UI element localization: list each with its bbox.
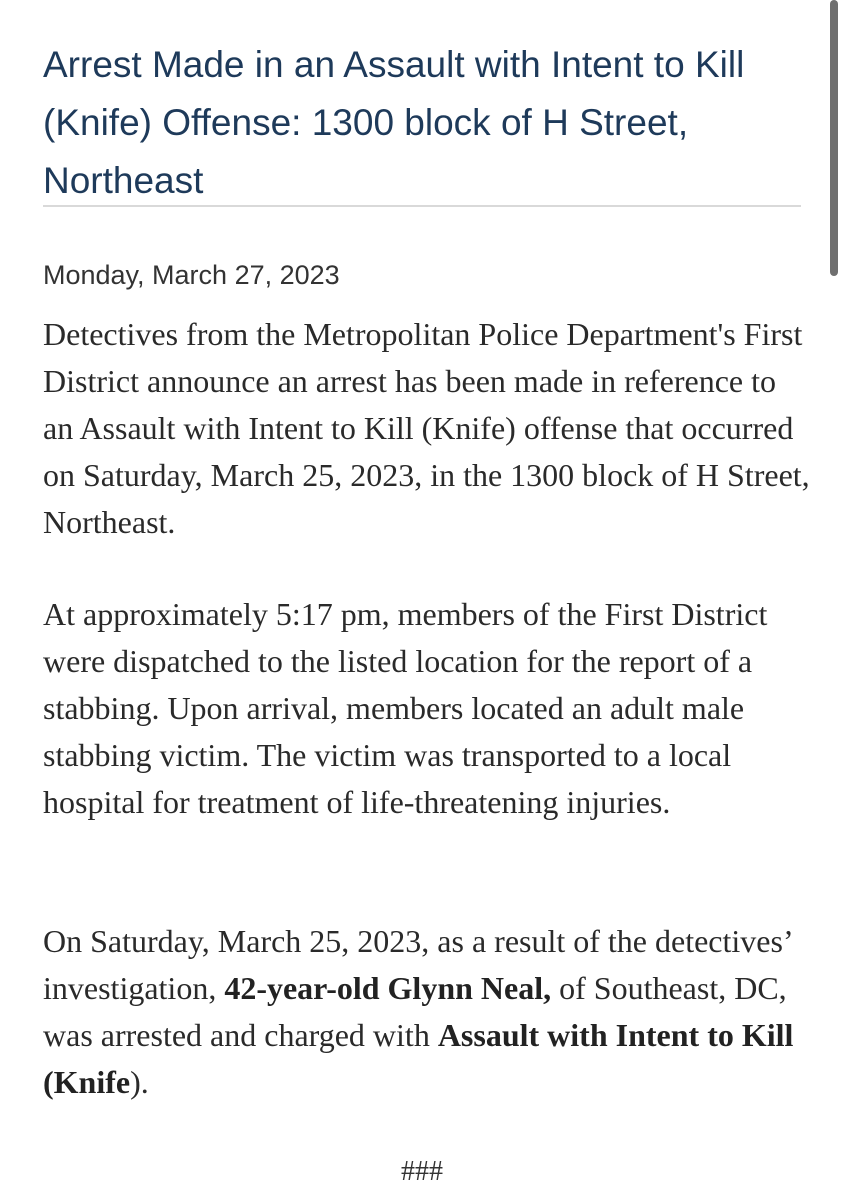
arrest-text-part1: On Saturday, March 25, 2023, as a result of the detectives’ investigation, (43, 923, 792, 1006)
charge-name: Assault with Intent to Kill (Knife (43, 1017, 794, 1100)
paragraph-intro: Detectives from the Metropolitan Police Department's First District announce an arrest has been made in reference to an Assault with Intent to Kill (Knife) offense that occurred on Saturday, March 25, 2023, in the 1300 block of H Street, Northeast. (43, 316, 810, 540)
arrest-text-part3: ). (130, 1064, 149, 1100)
paragraph-incident: At approximately 5:17 pm, members of the First District were dispatched to the listed location for the report of a stabbing. Upon arrival, members located an adult male stabbing victim. The victim was transported to a local hospital for treatment of life-threatening injuries. (43, 596, 768, 820)
scrollbar[interactable] (830, 0, 838, 276)
title-divider (43, 205, 801, 207)
article-title: Arrest Made in an Assault with Intent to Kill (Knife) Offense: 1300 block of H Street, Northeast (43, 44, 745, 201)
suspect-name: 42-year-old Glynn Neal, (224, 970, 552, 1006)
end-mark: ### (401, 1156, 443, 1187)
arrest-text-part2: of Southeast, DC, was arrested and charged with (43, 970, 787, 1053)
paragraph-arrest (43, 918, 813, 1106)
publish-date: Monday, March 27, 2023 (43, 260, 340, 290)
